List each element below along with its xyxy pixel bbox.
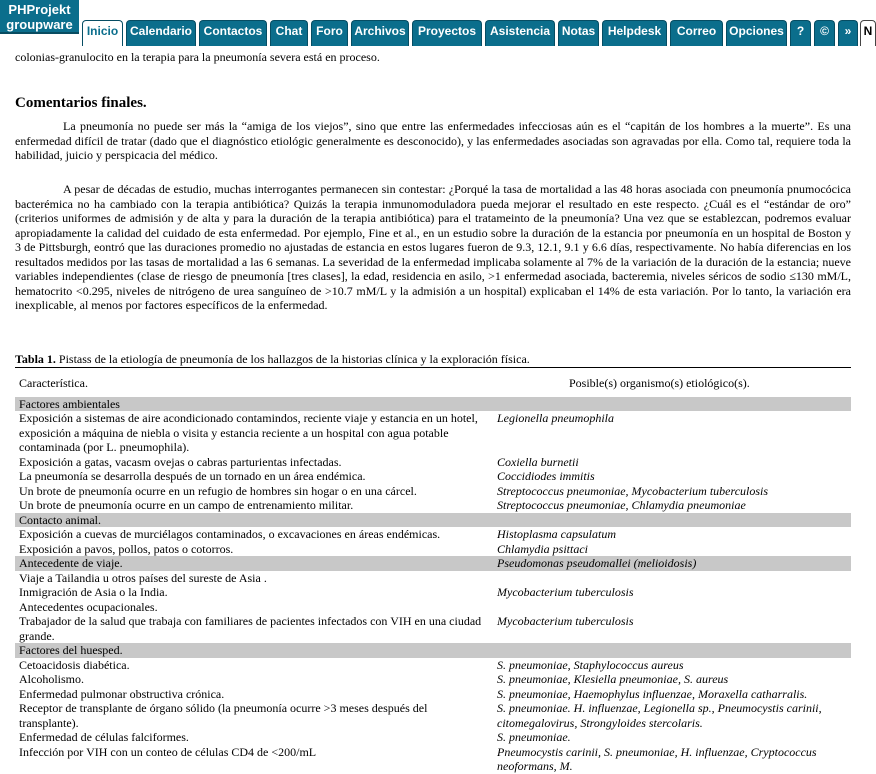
table-section-row [15,397,851,412]
table-body [15,397,851,774]
tab-notas[interactable]: Notas [558,20,599,46]
table-row [15,411,851,455]
cell-characteristic: Enfermedad pulmonar obstructiva crónica. [19,686,225,701]
tab-foro[interactable]: Foro [311,20,348,46]
table-row [15,484,851,499]
tab-chat[interactable]: Chat [270,20,308,46]
cell-organism: Pseudomonas pseudomallei (melioidosis) [493,556,851,571]
cell-characteristic: Exposición a gatas, vacasm ovejas o cabras parturientas infectadas. [19,454,342,469]
cell-organism [493,397,851,412]
cell-organism: Coxiella burnetii [497,454,579,469]
cell-organism: Histoplasma capsulatum [497,527,617,541]
logo-line-1: PHProjekt [8,2,71,17]
table-row [15,469,851,484]
tab-helpdesk[interactable]: Helpdesk [602,20,667,46]
cell-characteristic: Exposición a sistemas de aire acondicionado contamindos, reciente viaje y estancia en un hotel, exposición a máquina de niebla o visita y estancia reciente a un hospital con agua potable contaminada (por L. pneumophila). [19,411,478,454]
cell-organism: Coccidiodes immitis [497,469,595,483]
table-row [15,614,851,643]
cell-characteristic: Enfermedad de células falciformes. [19,730,189,744]
intro-line: colonias-granulocito en la terapia para la pneumonía severa está en proceso. [15,50,380,64]
table-caption-label: Tabla 1. [15,352,56,366]
cell-characteristic: Un brote de pneumonía ocurre en un campo de entrenamiento militar. [19,498,354,512]
cell-organism [493,571,851,586]
tab-opciones[interactable]: Opciones [726,20,787,46]
tab-about[interactable]: © [814,20,835,46]
cell-characteristic: Factores ambientales [15,397,493,412]
cell-organism: Mycobacterium tuberculosis [497,585,634,599]
table-section-row [15,513,851,528]
table-row [15,745,851,774]
cell-organism: Streptococcus pneumoniae, Chlamydia pneumoniae [497,498,746,512]
cell-organism: Chlamydia psittaci [497,541,588,556]
paragraph-2: A pesar de décadas de estudio, muchas interrogantes permanecen sin contestar: ¿Porqué la tasa de mortalidad a las 48 horas asociada con pneumonía pnumocócica bacterémica no ha cambiado con la terapia antibiótica? Quizás la terapia inmunomoduladora pueda mejorar el resultado en este respecto. ¿Cuál es el “estándar de oro” (criterios uniformes de admisión y de alta y para la duración de la terapia antibiótica) para el tratameinto de la pneumonía? Una vez que se establezcan, podremos evaluar apropiadamente la calidad del cuidado de esta enfermedad. Por ejemplo, Fine et al., en un estudio sobre la duración de la estancia por pneumonía en un hospital de Boston y 3 de Pittsburgh, eontró que las duraciones promedio no ajustadas de estancia en estos lugares fueron de 9.3, 12.1, 9.1 y 6.6 días, respectivamente. No había diferencias en los resultados medidos por las tasas de mortalidad a las 6 semanas. La severidad de la enfermedad implicaba solamente al 7% de la variación de la duración de la estancia; nueve variables independientes (clase de riesgo de pneumonía [tres clases], la edad, residencia en asilo, >1 enfermedad asociada, bacteremia, niveles séricos de sodio ≤130 mM/L, hematocrito <0.295, niveles de nitrógeno de urea sanguíneo de >10.7 mM/L y la admisión a un hospital) explicaban el 14% de esta variación. Por lo tanto, la variación era inexplicable, al menos por factores específicos de la enfermedad. [15,182,851,312]
table-row [15,498,851,513]
etiology-table [15,367,851,774]
tab-asistencia[interactable]: Asistencia [485,20,555,46]
cell-organism [493,513,851,528]
logo-line-2: groupware [6,17,73,32]
cell-organism [493,600,851,615]
cell-characteristic: Exposición a pavos, pollos, patos o cotorros. [19,541,234,556]
cell-characteristic: Trabajador de la salud que trabaja con familiares de pacientes infectados con VIH en una ciudad grande. [19,614,482,643]
cell-characteristic: Inmigración de Asia o la India. [19,585,168,599]
table-row [15,600,851,615]
cell-characteristic: Receptor de transplante de órgano sólido (la pneumonía ocurre >3 meses después del transplante). [19,701,428,730]
phprojekt-logo[interactable] [0,0,79,34]
tab-calendario[interactable]: Calendario [126,20,196,46]
cell-organism [493,643,851,658]
table-caption [15,352,851,367]
cell-organism: S. pneumoniae. H. influenzae, Legionella sp., Pneumocystis carinii, citomegalovirus, Strongyloides stercolaris. [497,701,822,730]
cell-organism: Mycobacterium tuberculosis [497,614,634,628]
table-section-row [15,643,851,658]
column-header-characteristic: Característica. [15,368,493,397]
cell-organism: S. pneumoniae, Klesiella pneumoniae, S. aureus [497,672,729,686]
table-row [15,585,851,600]
table-row [15,527,851,542]
table-section-row [15,556,851,571]
table-row [15,687,851,702]
paragraph-1: La pneumonía no puede ser más la “amiga de los viejos”, sino que entre las enfermedades infecciosas aún es el “capitán de los hombres a la muerte”. Es una enfermedad difícil de tratar (dado que el diagnóstico etiológic generalmente es desconocido), y las enfermedades asociadas son agravadas por ella. Como tal, requiere toda la habilidad, juicio y perspicacia del médico. [15,119,851,162]
cell-characteristic: Exposición a cuevas de murciélagos contaminados, o excavaciones en áreas endémicas. [19,527,441,541]
cell-organism: Streptococcus pneumoniae, Mycobacterium tuberculosis [497,483,769,498]
table-row [15,658,851,673]
cell-characteristic: Un brote de pneumonía ocurre en un refugio de hombres sin hogar o en una cárcel. [19,483,417,498]
section-heading: Comentarios finales. [15,95,147,111]
tab-correo[interactable]: Correo [670,20,723,46]
cell-characteristic: Alcoholismo. [19,672,84,686]
cell-organism: S. pneumoniae, Haemophylus influenzae, Moraxella catharralis. [497,686,808,701]
cell-organism: S. pneumoniae, Staphylococcus aureus [497,657,684,672]
table-header-row [15,368,851,397]
table-row [15,542,851,557]
table-row [15,701,851,730]
table-caption-text: Pistass de la etiología de pneumonía de los hallazgos de la historias clínica y la exploración física. [55,352,530,366]
column-header-organisms: Posible(s) organismo(s) etiológico(s). [493,368,851,397]
cell-characteristic: La pneumonía se desarrolla después de un tornado en un área endémica. [19,469,366,483]
cell-characteristic: Factores del huesped. [15,643,493,658]
table-row [15,730,851,745]
tab-more[interactable]: » [838,20,858,46]
cell-characteristic: Infección por VIH con un conteo de células CD4 de <200/mL [19,744,317,759]
tab-contactos[interactable]: Contactos [199,20,267,46]
tab-help[interactable]: ? [790,20,811,46]
cell-characteristic: Cetoacidosis diabética. [19,657,130,672]
cell-characteristic: Viaje a Tailandia u otros países del sureste de Asia . [19,570,267,585]
tab-archivos[interactable]: Archivos [351,20,409,46]
cell-organism: Legionella pneumophila [497,411,614,425]
tab-partial[interactable]: N [860,20,876,46]
tab-proyectos[interactable]: Proyectos [412,20,482,46]
cell-characteristic: Contacto animal. [15,513,493,528]
table-row [15,672,851,687]
cell-organism: S. pneumoniae. [497,730,571,744]
cell-characteristic: Antecedente de viaje. [15,556,493,571]
table-row [15,455,851,470]
top-navigation-bar [0,0,873,46]
cell-organism: Pneumocystis carinii, S. pneumoniae, H. influenzae, Cryptococcus neoformans, M. [497,744,817,773]
tab-inicio[interactable]: Inicio [82,20,123,46]
table-row [15,571,851,586]
cell-characteristic: Antecedentes ocupacionales. [19,599,158,614]
